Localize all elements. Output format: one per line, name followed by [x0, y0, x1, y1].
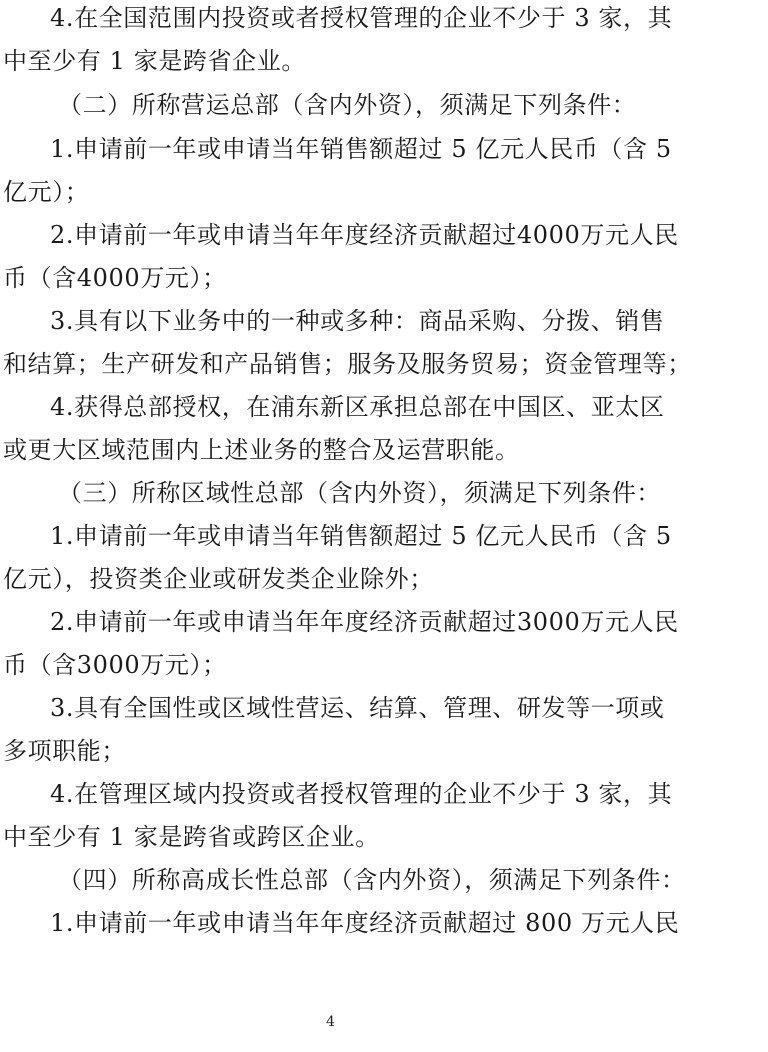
text-line: 多项职能； — [3, 737, 126, 765]
text-line: 1.申请前一年或申请当年销售额超过 5 亿元人民币（含 5 — [50, 135, 672, 163]
text-line: 3.具有全国性或区域性营运、结算、管理、研发等一项或 — [50, 694, 665, 722]
text-line: 中至少有 1 家是跨省企业。 — [3, 47, 306, 75]
text-line: 1.申请前一年或申请当年年度经济贡献超过 800 万元人民 — [50, 909, 680, 937]
text-line: 中至少有 1 家是跨省或跨区企业。 — [3, 823, 380, 851]
text-line: 币（含4000万元）； — [3, 264, 227, 292]
section-heading: （四）所称高成长性总部（含内外资），须满足下列条件： — [58, 866, 686, 894]
section-heading: （三）所称区域性总部（含内外资），须满足下列条件： — [58, 479, 661, 507]
text-line: 3.具有以下业务中的一种或多种：商品采购、分拨、销售 — [50, 307, 665, 335]
page-number: 4 — [326, 1014, 335, 1030]
text-line: 亿元）； — [3, 178, 90, 206]
text-line: 或更大区域范围内上述业务的整合及运营职能。 — [3, 436, 520, 464]
section-heading: （二）所称营运总部（含内外资），须满足下列条件： — [58, 91, 637, 119]
text-line: 4.获得总部授权，在浦东新区承担总部在中国区、亚太区 — [50, 393, 665, 421]
text-line: 1.申请前一年或申请当年销售额超过 5 亿元人民币（含 5 — [50, 522, 672, 550]
text-line: 2.申请前一年或申请当年年度经济贡献超过4000万元人民 — [50, 221, 679, 249]
text-line: 4.在管理区域内投资或者授权管理的企业不少于 3 家，其 — [50, 780, 673, 808]
text-line: 亿元），投资类企业或研发类企业除外； — [3, 565, 434, 593]
text-line: 4.在全国范围内投资或者授权管理的企业不少于 3 家，其 — [50, 4, 673, 32]
text-line: 和结算；生产研发和产品销售；服务及服务贸易；资金管理等； — [3, 350, 692, 378]
text-line: 币（含3000万元）； — [3, 651, 227, 679]
text-line: 2.申请前一年或申请当年年度经济贡献超过3000万元人民 — [50, 608, 679, 636]
